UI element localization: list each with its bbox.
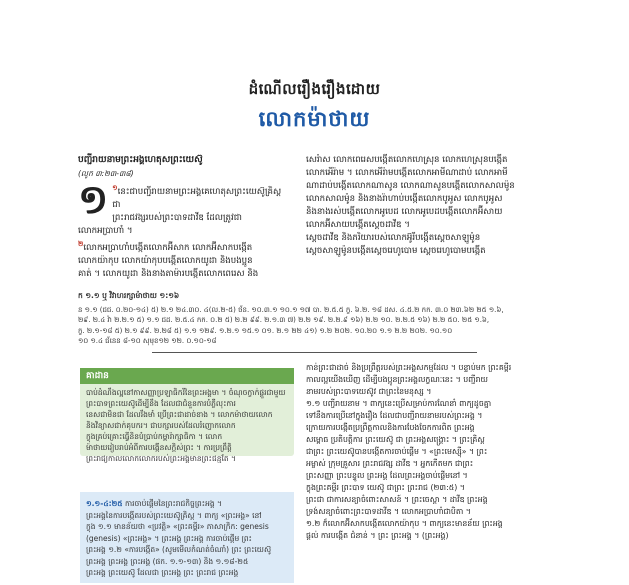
verse-text: ព្រះរាជវង្សរបស់ព្រះបាទដាវីឌ ដែលត្រូវជា xyxy=(112,212,242,223)
right-verse-lines xyxy=(306,154,526,258)
commentary-line: ទ្រង់សន្យាចំពោះព្រះបាទដាវីឌ ។ លោកអប្រាហាំជាបិតា ។ xyxy=(306,507,471,516)
verse-line xyxy=(78,182,290,212)
verse-line xyxy=(78,225,290,238)
commentary-line: ក្ខុងព្រះគម្ពីរ ព្រះបាទ យេស៊ូ ជាព្រះ ព្រះរាជ (២៣:៥) ។ xyxy=(306,483,465,492)
verse-line xyxy=(78,268,290,281)
commentary-line: នាមរបស់ព្រះបាទយេស៊ូវ ជាព្រះនៃមនុស្ស ។ xyxy=(306,387,432,396)
verse-line: និងនាងរស់បង្កើតលោកអូបេដ លោកអូបេដបង្កើតលោកអ៊ីសាយ xyxy=(306,207,503,217)
overview-line: ព្រះបាទព្រះយេស៊ូដើម្បីនឹង ដែលជាជំនួនការបំភ្លឺលុះការ xyxy=(86,399,236,408)
verse-line: លោកអ៊ីសាយបង្កើតស្ដេចដាវីឌ ។ xyxy=(306,220,410,230)
scripture-right-column xyxy=(306,154,526,258)
overview-line: ព្រះរាជ្យកាលលោកលោករបស់ព្រះអង្គមានព្រះជន្មតែ ។ xyxy=(86,454,236,463)
commentary-right-column xyxy=(306,362,536,542)
section-subtitle: បញ្ជីរាយនាមព្រះអង្គហេតុសព្រះយេស៊ូ xyxy=(78,155,203,165)
commentary-line: ជាព្រះ ព្រះយេស៊ូបានបង្កើតការចាប់ផ្ដើម ។ «ព្រះមេស្ស៊ី» ។ ព្រះ xyxy=(306,447,488,456)
chapter-big-title: លោកម៉ាថាយ xyxy=(258,107,371,131)
overview-line: បាប់ដំណឹងល្អនៅកាសញ្ញាប្រឡាធិករីនៃព្រះអង្គមា ។ ចំណុចក្ខាក់ផ្គួរជាមួយ xyxy=(86,388,286,397)
verse-text: គាត់ ។ លោកយូដា និងនាងតាម៉ារបង្កើតលោកពេរេស និង xyxy=(78,268,259,279)
study-note-lines xyxy=(86,510,288,579)
overview-line: និងវិន្យាសជាក់គុបករ។ ជាបក្សារបស់ដែលរំញោកលោក xyxy=(86,421,236,430)
chapter-dropcap: ១ xyxy=(78,176,109,223)
verse-text: លោកយ៉ាកុប លោកយ៉ាកុបបង្កើតលោកយូដា និងបងប្អូន xyxy=(78,255,253,266)
section-subtitle-ref: (លូក ៣:២៣-៣៨) xyxy=(78,169,134,178)
overview-box xyxy=(80,368,294,463)
study-note-line: ព្រះអង្គ ព្រះយេស៊ូ ដែលជា ព្រះអង្គ ព្រះ ព្រះរាជ ព្រះអង្គ xyxy=(86,568,239,577)
verse-line: លោកអើរ៉ាម ។ លោកអើរ៉ាមបង្កើតលោកអាមីណាដាប់ លោកអាមី xyxy=(306,168,508,178)
commentary-line: ១.១ បញ្ជីរាយនាម ។ ពាក្យនេះប្រើសម្រាប់ការណែនាំ ពាក្យដូចគ្នា xyxy=(306,399,492,408)
left-verse-lines xyxy=(78,176,290,281)
cross-reference-footnotes xyxy=(78,291,548,347)
commentary-line: ផ្ដល់ ការបង្កើត ជំនាន់ ។ ព្រះ ព្រះអង្គ ។ (ព្រះអង្គ) xyxy=(306,531,449,540)
study-note-lead-text: ការចាប់ផ្ដើមនៃព្រះរាជកិច្ចព្រះអង្គ ។ xyxy=(125,499,222,508)
study-note-box xyxy=(80,492,294,583)
commentary-line: ព្រះជា ជាការសន្យាចំពោះសាសន៍ ។ ព្រះចេស្តា ។ ដាវីឌ ព្រះអង្គ xyxy=(306,495,488,504)
verse-number: ១ xyxy=(112,184,118,192)
verse-line xyxy=(78,212,290,225)
commentary-line: ក្រោយការបង្កើតប្រព្រឹត្តកាលនិងការបែងចែកការពិត ព្រះអង្គ xyxy=(306,423,475,432)
verse-line: ស្ដេចដាវីឌ និងភរិយារបស់លោកអ៊ូរីបង្កើតស្ដេចសាឡូម៉ូន xyxy=(306,233,481,243)
overview-line: នេសជាមិនជា ដែលរឹងមាំ ប្រើព្រះជាដាច់ខាង ។ លោកម៉ាថាយលោក xyxy=(86,410,273,419)
chapter-header xyxy=(0,80,629,137)
footnote-lines xyxy=(78,305,548,347)
verse-text: លោកអប្រាហាំ ។ xyxy=(78,225,133,236)
verse-text: នេះជាបញ្ជីរាយនាមព្រះអង្គគេហេតុសព្រះយេស៊ូគ្រិស្ត ជា xyxy=(112,186,282,210)
overview-box-title: គាដាន xyxy=(80,368,294,384)
divider xyxy=(152,352,477,353)
commentary-line: ព្រះសញ្ញា ព្រះបន្ទូល ព្រះអង្គ ដែលព្រះអង្គចាប់ផ្ដើមនៅ ។ xyxy=(306,471,468,480)
study-note-line: ក្ខុង ១.១ មានន័យថា «ប្រវត្តិ» «ព្រះគម្ពីរ» ភាសាក្រិក: genesis xyxy=(86,522,269,531)
commentary-line: ១.២ ក៏លោកអ៊ីសាកបង្កើតលោកយ៉ាកុប ។ ពាក្យនេះមានន័យ ព្រះអង្គ xyxy=(306,519,503,528)
footnote-line: ២៩. ២.៤ វ៉ា ២.២.១ ៥) ១.១ ជដ. ២.៥.៤ កក. ០.២ ៥) ២.២ ៩៩. ២.១.៣ ៧) ២.២ ១៩. ២.២.៩ ១៦) ២.២ ១០. ២.២.៥ ១៦) ២.២ ៥០. ២៥ ១.៦, xyxy=(78,316,490,324)
commentary-line: ទៅនឹងការប្រើនៅក្នុងរឿង ដែលជាបញ្ជីរាយនាមរបស់ព្រះអង្គ ។ xyxy=(306,411,483,420)
commentary-line: កាលល្អយើងឃើញ ដើម្បីបងប្អូនព្រះអង្គលក្ខណៈនេះ ។ បញ្ជីរាយ xyxy=(306,375,488,384)
study-note-line: ព្រះអង្គ ១.២ «ការបង្កើត» (សូមមើលកំណត់ចំណាំ) ព្រះ ព្រះយេស៊ូ xyxy=(86,545,272,554)
verse-number: ២ xyxy=(78,239,84,248)
verse-line: ស្ដេចសាឡូម៉ូនបង្កើតស្ដេចរេហូបោម ស្ដេចរេហូបោមបង្កើត xyxy=(306,246,486,256)
verse-line xyxy=(78,238,290,255)
overview-line: ម៉ាថាយរៀបរាប់អំពីការបង្កើនសក្តិស់ព្រះ ។ ការប្រព្រឹត្តិ xyxy=(86,443,232,452)
overview-box-body xyxy=(80,384,294,467)
verse-line: សេរ៉ាស លោកពេរេសបង្កើតលោកហេស្រុន លោកហេស្រុនបង្កើត xyxy=(306,155,508,165)
study-note-line: ព្រះអង្គ ព្រះអង្គ ព្រះអង្គ (ផក. ១.១-១៣) និង ១.១៨-២៥ xyxy=(86,556,249,566)
scripture-left-column xyxy=(78,154,290,281)
commentary-line: អម្ចាស់ ក្រុមគ្រួសារ ព្រះរាជវង្ស ដាវីឌ ។ អ្នកកើតមក ជាព្រះ xyxy=(306,459,474,468)
footnote-line: ក្ខ. ២.១-១៨ ៥) ២.១ ៩៩. ២.២៨ ៥) ១.១ ១២៩. ១.២.១ ១៥.១ ០១. ២.១ ២២ ៤១) ១.២ ២០២. ១០.២០ ១.១ ២.២ ២០២. ១០.១០ xyxy=(78,326,453,335)
study-note-line: (genesis) «ព្រះអង្គ» ។ ព្រះអង្គ ព្រះអង្គ ការចាប់ផ្ដើម ព្រះ xyxy=(86,533,252,543)
footnote-heading: ក ១.១ ឬ វិវាហរក្សាម៉ាថាយ ១:១៦ xyxy=(78,291,180,300)
verse-text: លោកអប្រាហាំបង្កើតលោកអ៊ីសាក លោកអ៊ីសាកបង្កើត xyxy=(83,242,253,253)
study-note-lead: ១.១-៤:២៥ xyxy=(86,499,123,508)
study-note-body xyxy=(80,492,294,585)
verse-line xyxy=(78,255,290,268)
footnote-line: ន ១.១ (ជជ. ០.២០-១៤) ៥) ២.១ ២៤.៣០. ៤(ល.២-៥) ថ័ន. ១០.៣.១ ១០.១ ១៧ បា. ២.៥.៥ ក្ខ. ៦.២. ១៨ ដស. ៤.៥.២ កក. ៣.០ ២៣.៦២ ២៥ ១.៦, xyxy=(78,305,504,314)
overview-line: ក្ខុងគ្រប់គ្រោះធ្វើនិនបំប្រាប់កម្ពារ៉ាក្សាធិកា ។ លោក xyxy=(86,432,223,441)
study-note-line: ព្រះអង្គនៃការបង្កើតរបស់ព្រះយេស៊ូគ្រិស្ត ។ ពាក្យ «ព្រះអង្គ» នៅ xyxy=(86,510,262,520)
commentary-line: សម្ពោធ ប្រតិបត្តិការ ព្រះយេស៊ូ ជា ព្រះអង្គសង្គ្រោះ ។ ព្រះគ្រិស្ត xyxy=(306,435,485,444)
verse-line: ណាដាប់បង្កើតលោកណាសូន លោកណាសូនបង្កើតលោកសាលម៉ូន xyxy=(306,181,515,191)
commentary-line: កាន់ព្រះជាដាច់ និងប្រព្រឹត្តរបស់ព្រះអង្គសកម្មដែល ។ បន្ទាប់មក ព្រះគម្ពីរ xyxy=(306,363,512,372)
verse-line: លោកសាលម៉ូន និងនាងរ៉ាហាប់បង្កើតលោកបូអូស លោកបូអូស xyxy=(306,194,503,204)
footnote-line: ១០ ១.៤ ជ័នេន ៨-១០ សុមុខ១២ ១២. ០.១០-១៨ xyxy=(78,337,217,345)
chapter-small-title: ដំណើលរឿងរឿងដោយ xyxy=(248,80,381,98)
